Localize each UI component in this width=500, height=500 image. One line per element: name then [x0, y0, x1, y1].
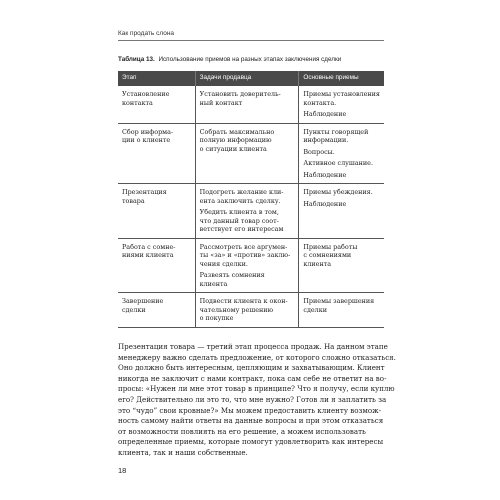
stage-cell	[118, 123, 195, 184]
text-line: менеджеру важно сделать предложение, от которого сложно отказаться.	[118, 352, 396, 362]
method-text: Наблюдение	[303, 170, 347, 179]
method-text: Приемы убеждения.	[303, 188, 373, 196]
stage-text: Завершение сделки	[122, 297, 164, 314]
stages-table	[118, 71, 384, 328]
text-line: Презентация товара — третий этап процесса продаж. На данном этапе	[118, 342, 388, 351]
text-line: ность самому найти ответы на данные вопросы и при этом отказаться	[118, 416, 384, 426]
table-row	[118, 293, 384, 328]
method-text: Пункты говорящей информации.	[303, 127, 369, 144]
task-text: Установить доверитель- ный контакт	[199, 90, 281, 107]
stage-text: Работа с сомне- ниями клиента	[122, 242, 176, 259]
method-text: Наблюдение	[303, 110, 347, 118]
methods-cell	[299, 86, 384, 123]
methods-cell	[299, 293, 384, 328]
tasks-cell	[195, 123, 299, 184]
text-line: просы: «Нужен ли мне этот товар в принципе? Что я получу, если куплю	[118, 384, 395, 394]
stage-cell	[118, 184, 195, 239]
stage-text: Презентация товара	[122, 188, 167, 205]
task-text: Подогреть желание кли- ента заключить сделку.	[199, 188, 284, 205]
tasks-cell	[195, 238, 299, 293]
task-text: Рассмотреть все аргумен- ты «за» и «против» заклю- чения сделки.	[199, 242, 291, 268]
method-text: Наблюдение	[303, 199, 347, 208]
text-line: клиента, так и наши собственные.	[118, 447, 248, 457]
methods-cell	[299, 123, 384, 184]
table-title: Использование приемов на разных этапах заключения сделки	[158, 56, 342, 63]
column-header-stage: Этап	[118, 71, 195, 86]
body-paragraph	[118, 342, 396, 459]
method-text: Активное слушание.	[303, 159, 373, 167]
column-header-tasks: Задачи продавца	[195, 71, 299, 86]
stage-cell	[118, 293, 195, 328]
page-number: 18	[118, 466, 127, 475]
text-line: его? Действительно ли это то, что мне нужно? Готов ли я заплатить за	[118, 394, 387, 404]
running-head: Как продать слона	[118, 30, 384, 41]
method-text: Вопросы.	[303, 147, 335, 156]
text-line: Оно должно быть интересным, цепляющим и захватывающим. Клиент	[118, 363, 385, 373]
methods-cell	[299, 238, 384, 293]
table-row	[118, 238, 384, 293]
tasks-cell	[195, 184, 299, 239]
methods-cell	[299, 184, 384, 239]
table-row	[118, 86, 384, 123]
table-caption	[118, 56, 386, 63]
table-header-row	[118, 71, 384, 86]
text-line: это “чудо” свои кровные?» Мы можем предоставить клиенту возмож-	[118, 405, 382, 415]
method-text: Приемы установления контакта.	[303, 90, 380, 107]
tasks-cell	[195, 293, 299, 328]
task-text: Собрать максимально полную информацию о ситуации клиента	[199, 127, 275, 153]
stage-cell	[118, 238, 195, 293]
table-row	[118, 184, 384, 239]
text-line: определенные приемы, которые помогут удовлетворить как интересы	[118, 437, 384, 447]
task-text: Убедить клиента в том, что данный товар соот- ветствует его интересам	[199, 208, 284, 233]
method-text: Приемы работы с сомнениями клиента	[303, 242, 358, 268]
method-text: Приемы завершения сделки	[303, 297, 375, 314]
task-text: Развеять сомнения клиента	[199, 271, 265, 288]
text-line: от возможности повлиять на его решение, а можем использовать	[118, 426, 366, 436]
column-header-methods: Основные приемы	[299, 71, 384, 86]
table-number: Таблица 13.	[118, 56, 155, 63]
tasks-cell	[195, 86, 299, 123]
stage-text: Установление контакта	[122, 90, 170, 107]
task-text: Подвести клиента к окон- чательному решению о покупке	[199, 297, 288, 322]
stage-text: Сбор информа- ции о клиенте	[122, 127, 174, 144]
text-line: никогда не заключит с нами контракт, пока сам себе не ответит на во-	[118, 373, 387, 383]
stage-cell	[118, 86, 195, 123]
table-row	[118, 123, 384, 184]
